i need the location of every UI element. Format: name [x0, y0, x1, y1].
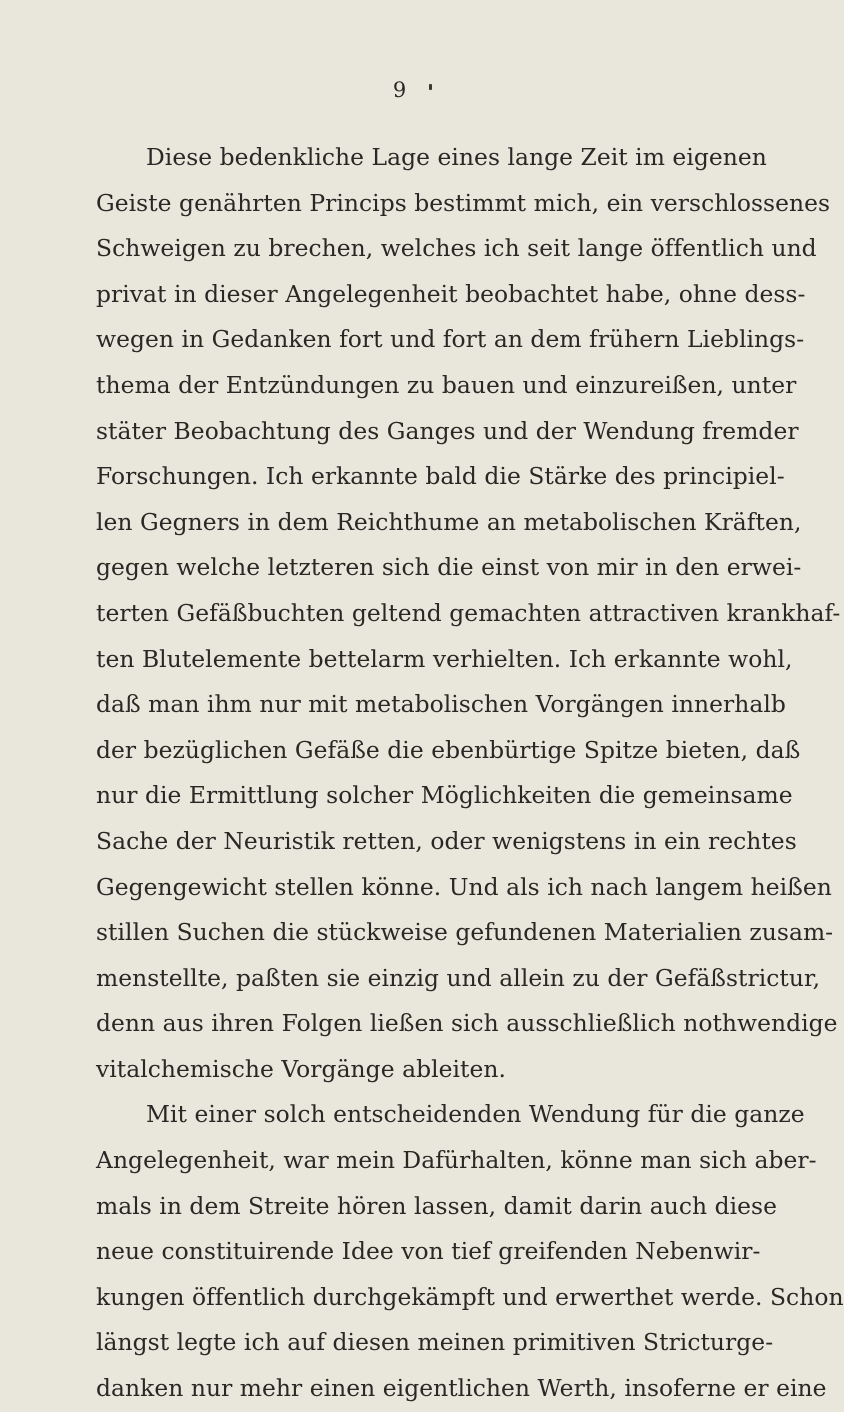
paragraph-2	[96, 1092, 844, 1411]
body-text	[96, 135, 844, 1412]
text-line: mals in dem Streite hören lassen, damit darin auch diese	[96, 1191, 777, 1220]
text-line: längst legte ich auf diesen meinen primitiven Stricturge-	[96, 1328, 774, 1357]
text-line: danken nur mehr einen eigentlichen Werth, insoferne er eine	[96, 1374, 827, 1403]
text-line: menstellte, paßten sie einzig und allein zu der Gefäßstrictur,	[96, 963, 821, 992]
text-line: der bezüglichen Gefäße die ebenbürtige Spitze bieten, daß	[96, 735, 801, 764]
text-line: Angelegenheit, war mein Dafürhalten, könne man sich aber-	[96, 1146, 817, 1175]
text-line: gegen welche letzteren sich die einst von mir in den erwei-	[96, 553, 802, 582]
text-line: vitalchemische Vorgänge ableiten.	[96, 1054, 506, 1083]
text-line: Sache der Neuristik retten, oder wenigstens in ein rechtes	[96, 826, 797, 855]
text-line: daß man ihm nur mit metabolischen Vorgängen innerhalb	[96, 690, 786, 719]
text-line: thema der Entzündungen zu bauen und einzureißen, unter	[96, 370, 797, 399]
text-line: Schweigen zu brechen, welches ich seit lange öffentlich und	[96, 234, 817, 263]
text-line: kungen öffentlich durchgekämpft und erwerthet werde. Schon	[96, 1282, 844, 1311]
text-line: Forschungen. Ich erkannte bald die Stärke des principiel-	[96, 462, 785, 491]
text-line: stillen Suchen die stückweise gefundenen Materialien zusam-	[96, 918, 834, 947]
paragraph-1	[96, 135, 841, 1092]
text-line: Geiste genährten Princips bestimmt mich, ein verschlossenes	[96, 188, 831, 217]
text-line: denn aus ihren Folgen ließen sich ausschließlich nothwendige	[96, 1009, 838, 1038]
text-line: Mit einer solch entscheidenden Wendung für die ganze	[146, 1100, 805, 1129]
ink-speck	[429, 84, 432, 90]
text-line: wegen in Gedanken fort und fort an dem frühern Lieblings-	[96, 325, 805, 354]
text-line: ten Blutelemente bettelarm verhielten. Ich erkannte wohl,	[96, 644, 793, 673]
text-line: stäter Beobachtung des Ganges und der Wendung fremder	[96, 416, 799, 445]
text-line: Diese bedenkliche Lage eines lange Zeit im eigenen	[146, 143, 767, 171]
text-line: neue constituirende Idee von tief greifenden Nebenwir-	[96, 1237, 761, 1266]
text-line: len Gegners in dem Reichthume an metabolischen Kräften,	[96, 507, 802, 536]
text-line: privat in dieser Angelegenheit beobachtet habe, ohne dess-	[96, 279, 806, 308]
page-number: 9	[392, 78, 408, 102]
text-line: nur die Ermittlung solcher Möglichkeiten die gemeinsame	[96, 781, 793, 810]
text-line: terten Gefäßbuchten geltend gemachten attractiven krankhaf-	[96, 598, 841, 627]
text-line: Gegengewicht stellen könne. Und als ich nach langem heißen	[96, 872, 832, 901]
